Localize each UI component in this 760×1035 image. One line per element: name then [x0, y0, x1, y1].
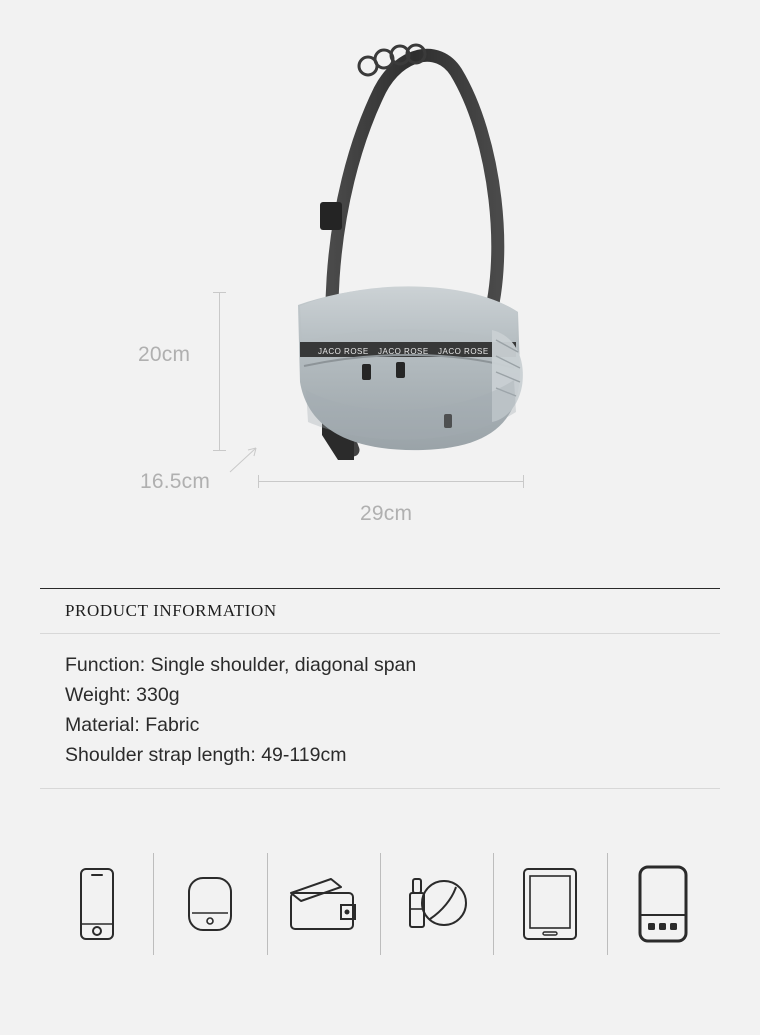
info-line-material: Material: Fabric [65, 714, 200, 736]
smartphone-icon [73, 866, 121, 942]
product-photo [248, 30, 548, 490]
info-bottom-divider [40, 788, 720, 789]
cosmetics-icon [402, 869, 472, 939]
capacity-item-wallet [267, 845, 380, 963]
capacity-item-smartphone [40, 845, 153, 963]
svg-text:JACO ROSE: JACO ROSE [438, 347, 489, 356]
tablet-icon [519, 865, 581, 943]
capacity-item-cosmetics [380, 845, 493, 963]
bag-illustration [248, 30, 548, 490]
wallet-icon [285, 873, 361, 935]
product-information-section [40, 588, 720, 789]
info-line-strap-length: Shoulder strap length: 49-119cm [65, 744, 347, 766]
product-information-list [40, 634, 720, 788]
product-information-heading: PRODUCT INFORMATION [65, 601, 277, 620]
info-line-function: Function: Single shoulder, diagonal span [65, 654, 417, 676]
power-bank-icon [632, 863, 694, 945]
depth-guide-line [224, 446, 258, 480]
depth-dimension-label: 16.5cm [140, 470, 211, 493]
width-guide-line [258, 481, 524, 482]
width-dimension-label: 29cm [360, 502, 413, 525]
height-dimension-label: 20cm [138, 343, 191, 366]
height-guide-line [219, 292, 220, 450]
width-guide-cap-left [258, 475, 259, 488]
capacity-item-earbuds-case [153, 845, 266, 963]
svg-text:JACO ROSE: JACO ROSE [318, 347, 369, 356]
capacity-icons-row [40, 845, 720, 963]
earbuds-case-icon [181, 873, 239, 935]
svg-text:JACO ROSE: JACO ROSE [378, 347, 429, 356]
capacity-item-tablet [493, 845, 606, 963]
capacity-item-power-bank [607, 845, 720, 963]
height-guide-cap-top [213, 292, 226, 293]
width-guide-cap-right [523, 475, 524, 488]
info-line-weight: Weight: 330g [65, 684, 180, 706]
